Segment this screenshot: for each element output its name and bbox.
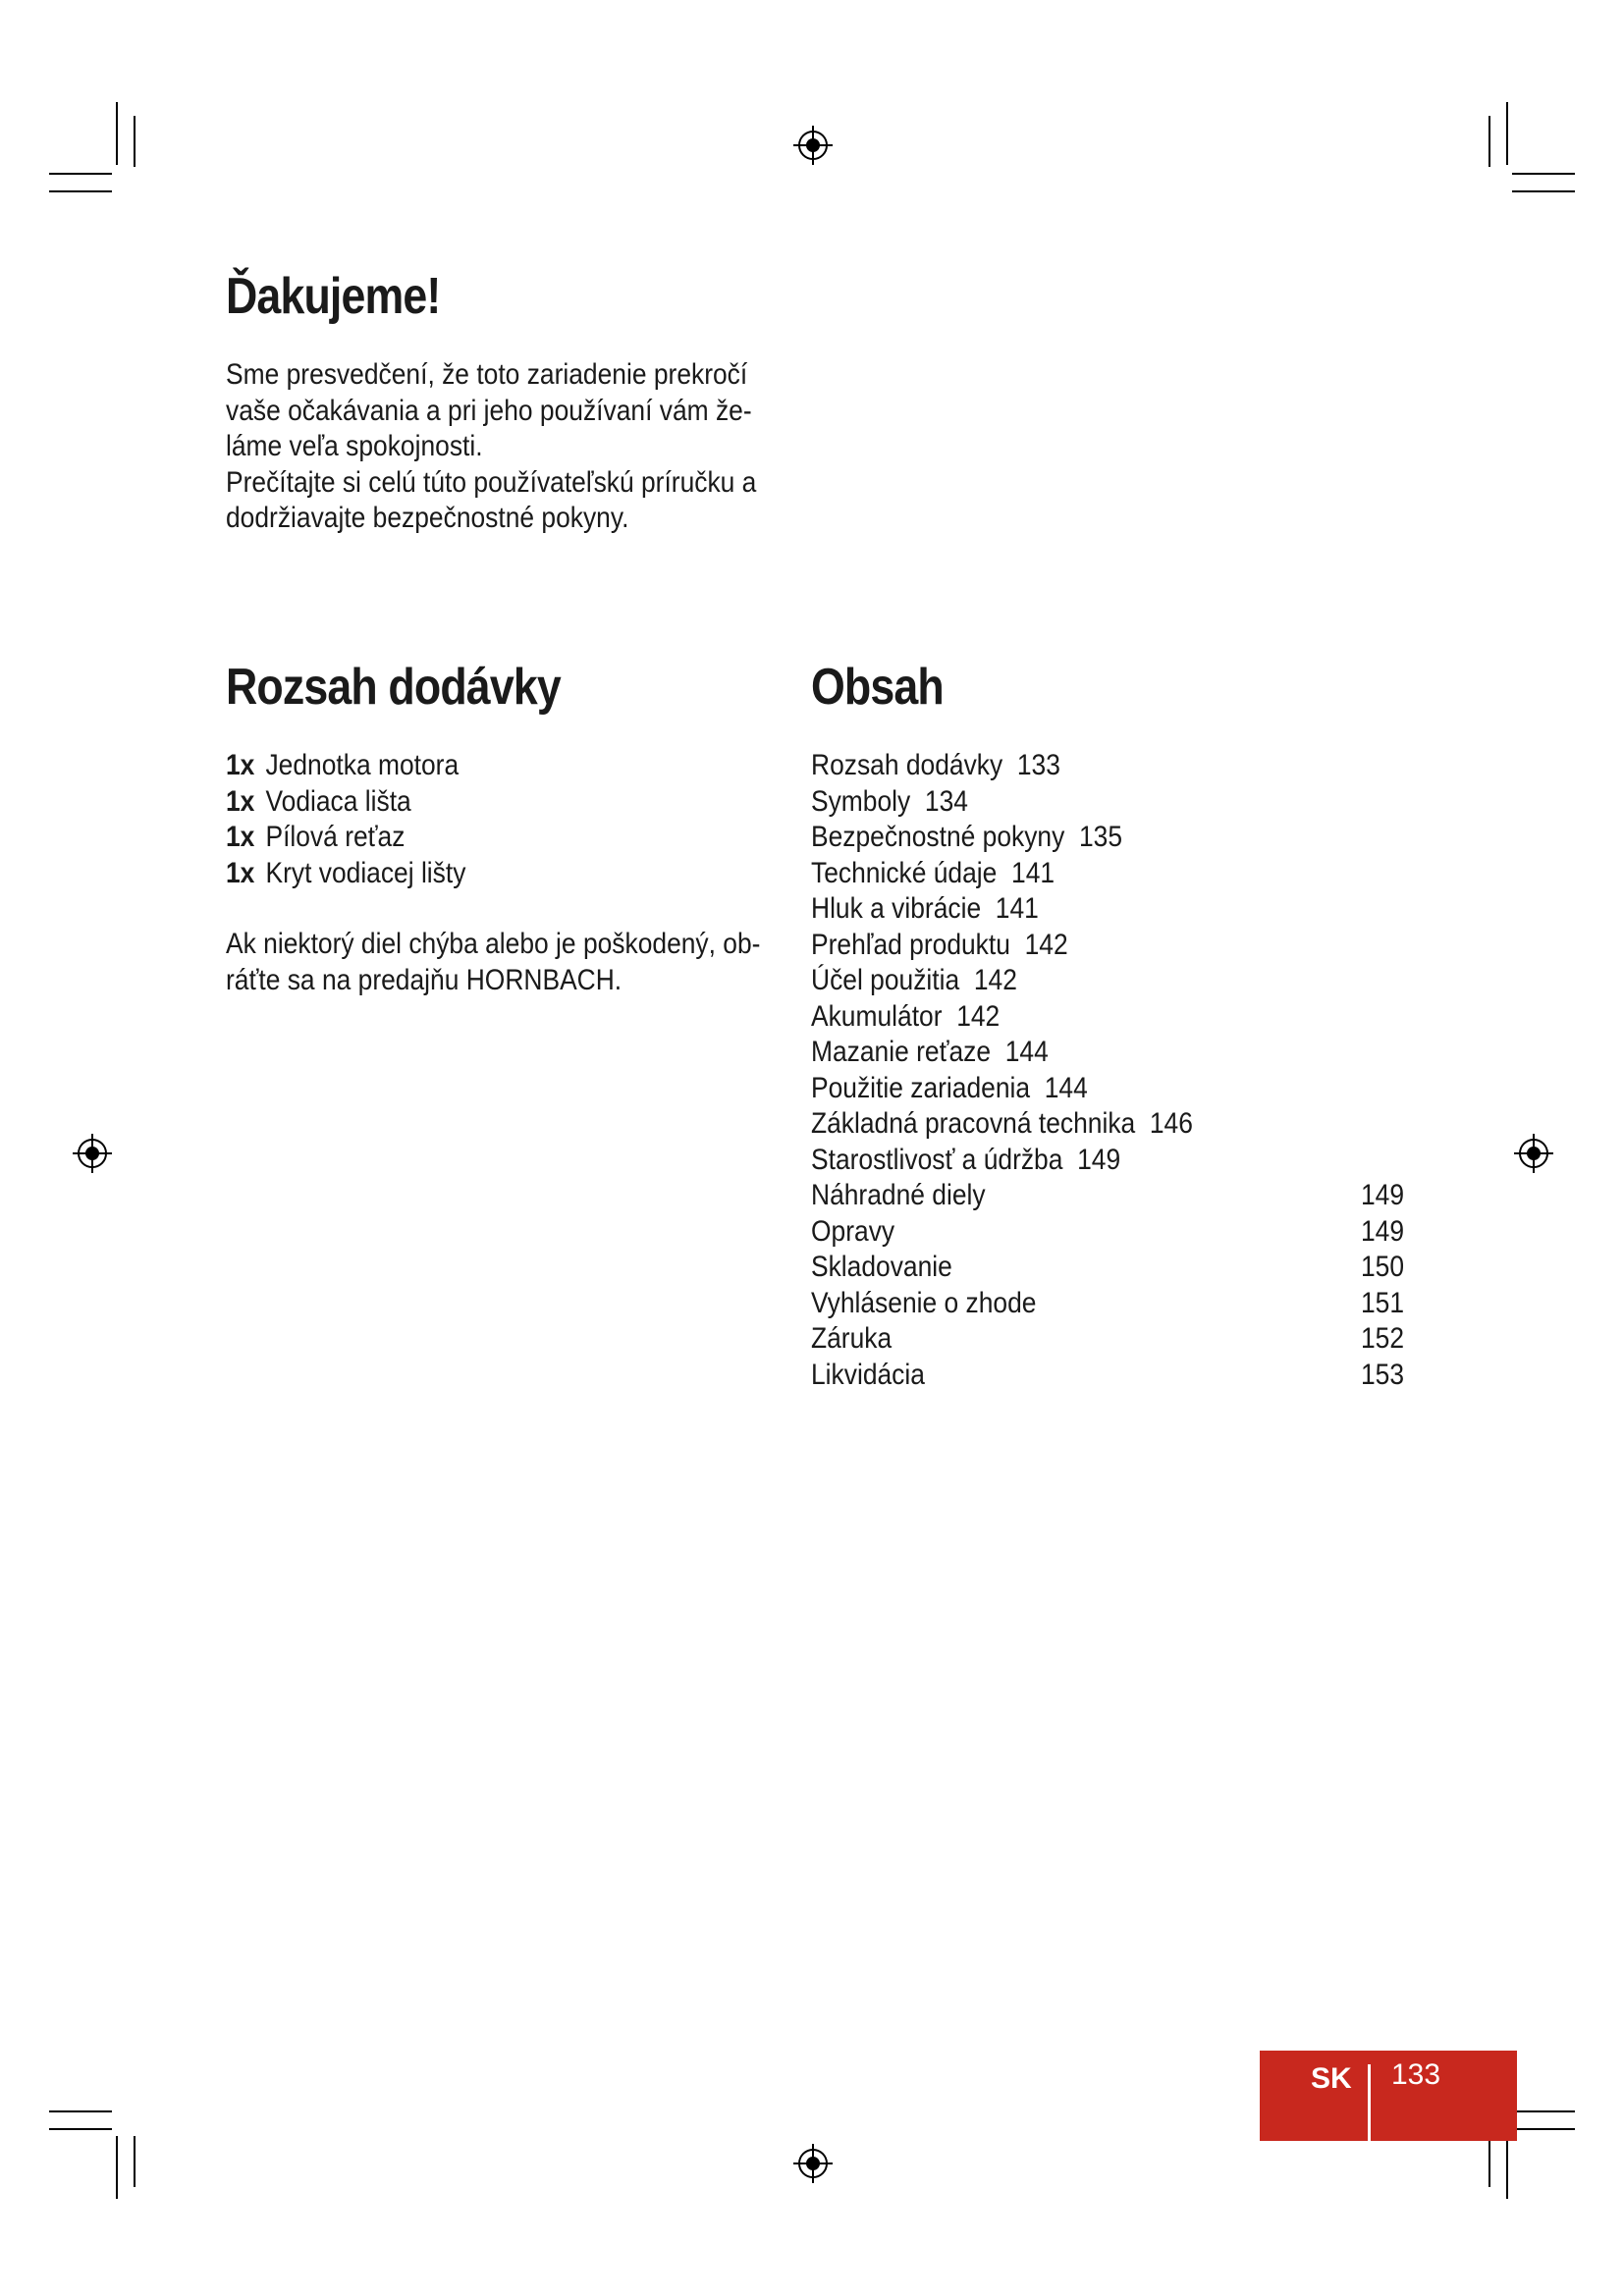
contents-list — [811, 748, 1405, 1393]
toc-page: 141 — [1011, 856, 1056, 889]
delivery-list — [226, 748, 465, 891]
toc-entry[interactable] — [811, 1143, 1400, 1179]
toc-page: 146 — [1149, 1107, 1193, 1140]
toc-title: Skladovanie — [811, 1251, 952, 1283]
crop-mark — [49, 2110, 112, 2112]
list-item — [226, 748, 465, 784]
crop-mark — [116, 2136, 118, 2199]
quantity: 1x — [226, 856, 255, 889]
registration-mark-icon — [1514, 1134, 1553, 1173]
crop-mark — [1512, 2128, 1575, 2130]
toc-page: 149 — [1361, 1179, 1405, 1211]
item-label: Kryt vodiacej lišty — [265, 856, 466, 889]
toc-page: 149 — [1077, 1143, 1121, 1176]
paragraph-line: Prečítajte si celú túto používateľskú príručku a — [226, 465, 757, 499]
toc-title: Akumulátor — [811, 999, 943, 1033]
thanks-paragraph — [226, 357, 756, 537]
quantity: 1x — [226, 784, 255, 818]
language-code: SK — [1311, 2062, 1352, 2095]
registration-mark-icon — [793, 2144, 833, 2183]
toc-entry[interactable] — [811, 820, 1400, 856]
toc-title: Starostlivosť a údržba — [811, 1143, 1063, 1176]
tab-divider — [1368, 2064, 1371, 2141]
page-tab — [1260, 2051, 1517, 2141]
toc-page: 144 — [1044, 1071, 1088, 1104]
toc-page: 142 — [1024, 928, 1068, 961]
page-number: 133 — [1391, 2058, 1441, 2091]
list-item — [226, 856, 465, 892]
toc-title: Rozsah dodávky — [811, 749, 1003, 781]
crop-mark — [1512, 190, 1575, 192]
crop-mark — [1489, 116, 1490, 167]
toc-title: Použitie zariadenia — [811, 1071, 1031, 1104]
item-label: Vodiaca lišta — [265, 784, 411, 818]
toc-title: Vyhlásenie o zhode — [811, 1286, 1037, 1319]
toc-title: Prehľad produktu — [811, 928, 1010, 961]
item-label: Jednotka motora — [265, 749, 460, 781]
registration-mark-icon — [793, 126, 833, 165]
toc-title: Základná pracovná technika — [811, 1107, 1136, 1140]
paragraph-line: Sme presvedčení, že toto zariadenie prekročí — [226, 358, 748, 391]
toc-page: 141 — [995, 892, 1039, 925]
toc-entry[interactable] — [811, 963, 1400, 999]
toc-title: Likvidácia — [811, 1358, 925, 1391]
contents-heading: Obsah — [811, 659, 944, 716]
toc-entry[interactable] — [811, 1178, 1405, 1214]
toc-entry[interactable] — [811, 1358, 1405, 1394]
toc-page: 153 — [1361, 1358, 1405, 1391]
crop-mark — [49, 173, 112, 175]
crop-mark — [1506, 102, 1508, 165]
toc-title: Bezpečnostné pokyny — [811, 821, 1065, 853]
toc-entry[interactable] — [811, 856, 1400, 892]
toc-title: Technické údaje — [811, 856, 998, 889]
crop-mark — [1489, 2136, 1490, 2187]
list-item — [226, 784, 465, 821]
toc-title: Hluk a vibrácie — [811, 892, 982, 925]
toc-page: 142 — [956, 999, 1001, 1033]
paragraph-line: vaše očakávania a pri jeho používaní vám že- — [226, 394, 752, 427]
toc-page: 144 — [1004, 1036, 1049, 1068]
toc-entry[interactable] — [811, 1071, 1400, 1107]
toc-title: Záruka — [811, 1322, 893, 1355]
toc-title: Opravy — [811, 1214, 895, 1248]
toc-title: Symboly — [811, 784, 911, 818]
toc-page: 150 — [1361, 1251, 1405, 1283]
toc-entry[interactable] — [811, 1286, 1405, 1322]
crop-mark — [1512, 2110, 1575, 2112]
toc-page: 151 — [1361, 1286, 1405, 1319]
registration-mark-icon — [73, 1134, 112, 1173]
item-label: Pílová reťaz — [265, 821, 406, 853]
toc-entry[interactable] — [811, 999, 1400, 1036]
toc-entry[interactable] — [811, 1214, 1405, 1251]
crop-mark — [49, 190, 112, 192]
toc-entry[interactable] — [811, 1106, 1400, 1143]
toc-entry[interactable] — [811, 1035, 1400, 1071]
quantity: 1x — [226, 749, 255, 781]
paragraph-line: láme veľa spokojnosti. — [226, 430, 483, 462]
toc-page: 135 — [1078, 821, 1123, 853]
thanks-heading: Ďakujeme! — [226, 268, 441, 325]
toc-entry[interactable] — [811, 748, 1400, 784]
delivery-note — [226, 927, 760, 998]
toc-title: Účel použitia — [811, 964, 960, 996]
toc-title: Mazanie reťaze — [811, 1036, 992, 1068]
toc-title: Náhradné diely — [811, 1179, 986, 1211]
crop-mark — [116, 102, 118, 165]
quantity: 1x — [226, 821, 255, 853]
toc-entry[interactable] — [811, 1250, 1405, 1286]
toc-page: 134 — [924, 784, 968, 818]
toc-entry[interactable] — [811, 891, 1400, 928]
paragraph-line: dodržiavajte bezpečnostné pokyny. — [226, 502, 629, 534]
delivery-heading: Rozsah dodávky — [226, 659, 561, 716]
toc-page: 149 — [1361, 1214, 1405, 1248]
crop-mark — [134, 116, 135, 167]
toc-entry[interactable] — [811, 928, 1400, 964]
list-item — [226, 820, 465, 856]
crop-mark — [1506, 2136, 1508, 2199]
toc-page: 152 — [1361, 1322, 1405, 1355]
note-line: ráťte sa na predajňu HORNBACH. — [226, 963, 623, 996]
note-line: Ak niektorý diel chýba alebo je poškodený, ob- — [226, 928, 761, 960]
toc-page: 133 — [1016, 749, 1060, 781]
toc-entry[interactable] — [811, 784, 1400, 821]
crop-mark — [49, 2128, 112, 2130]
crop-mark — [134, 2136, 135, 2187]
toc-page: 142 — [973, 964, 1017, 996]
toc-entry[interactable] — [811, 1321, 1405, 1358]
crop-mark — [1512, 173, 1575, 175]
